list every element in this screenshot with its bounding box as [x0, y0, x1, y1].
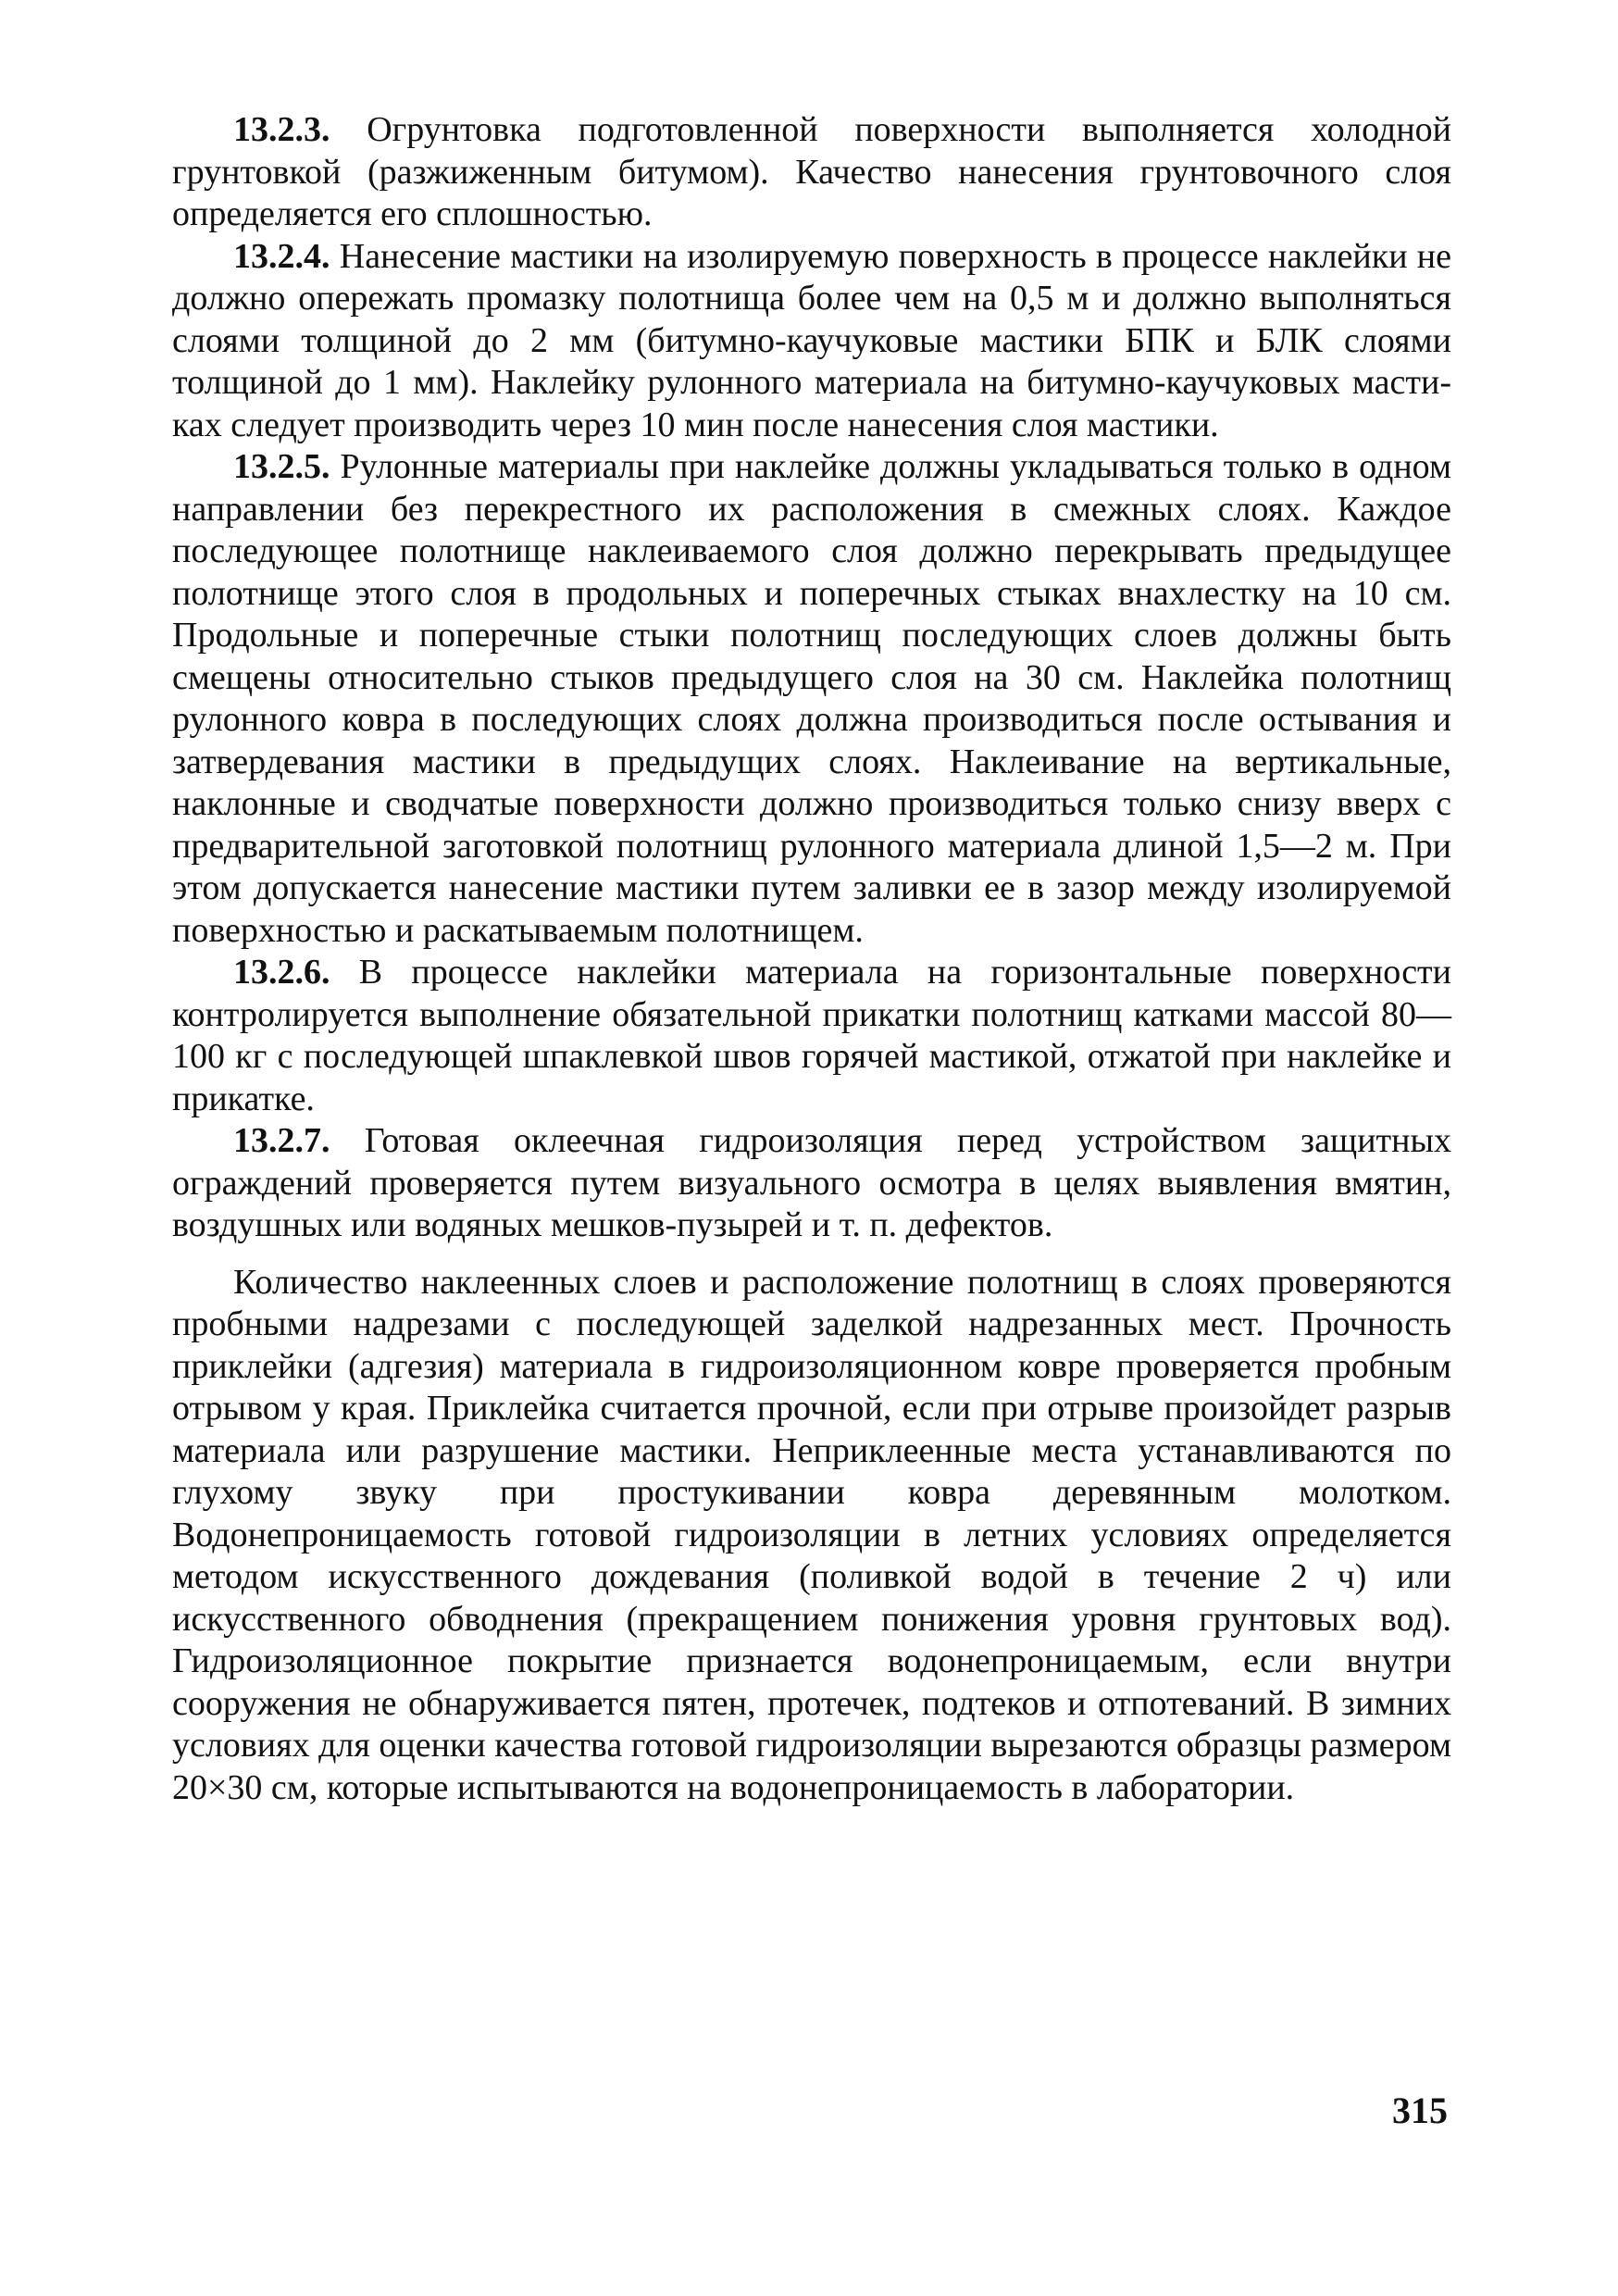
paragraph-number: 13.2.6.: [233, 953, 330, 992]
paragraph-quality-control: [172, 1262, 1451, 1810]
paragraph-13-2-5: [172, 446, 1451, 952]
paragraph-text: Нанесение мастики на изолируемую поверхность в процессе наклейки не должно опережать промазку полотнища более чем на 0,5 м и должно выполняться слоями толщиной до 2 мм (битумно-каучуковые мастики БПК и БЛК слоями толщиной до 1 мм). Наклейку рулонного материала на битумно-каучуковых мастиках следует производить через 10 мин после нанесения слоя мастики.: [172, 236, 1452, 444]
paragraph-text: В процессе наклейки материала на горизонтальные поверхности контролируется выполнение обязательной прикатки полотнищ катками массой 80—100 кг с последующей шпаклевкой швов горячей мастикой, отжатой при наклейке и прикатке.: [172, 953, 1451, 1118]
paragraph-13-2-4: [172, 236, 1451, 447]
paragraph-text: Рулонные материалы при наклейке должны укладываться только в одном направлении без перекрестного их расположения в смежных слоях. Каждое последующее полотнище наклеиваемого слоя должно перекрывать предыдущее полотнище этого слоя в продольных и поперечных стыках внахлестку на 10 см. Продольные и поперечные стыки полотнищ последующих слоев должны быть смещены относительно стыков предыдущего слоя на 30 см. Наклейка полотнищ рулонного ковра в последующих слоях должна производиться после остывания и затвердевания мастики в предыдущих слоях. Наклеивание на вертикальные, наклонные и сводчатые поверхности должно производиться только снизу вверх с предварительной заготовкой полотнищ рулонного материала длиной 1,5—2 м. При этом допускается нанесение мастики путем заливки ее в зазор между изолируемой поверхностью и раскатываемым полотнищем.: [172, 447, 1451, 950]
paragraph-text: Количество наклеенных слоев и расположение полотнищ в слоях проверяются пробными надрезами с последующей заделкой надрезанных мест. Прочность приклейки (адгезия) материала в гидроизоляционном ковре проверяется пробным отрывом у края. Приклейка считается прочной, если при отрыве произойдет разрыв материала или разрушение мастики. Неприклеенные места устанавливаются по глухому звуку при простукивании ковра деревянным молотком. Водонепроницаемость готовой гидроизоляции в летних условиях определяется методом искусственного дождевания (поливкой водой в течение 2 ч) или искусственного обводнения (прекращением понижения уровня грунтовых вод). Гидроизоляционное покрытие признается водонепроницаемым, если внутри сооружения не обнаруживается пятен, протечек, подтеков и отпотеваний. В зимних условиях для оценки качества готовой гидроизоляции вырезаются образцы размером 20×30 см, которые испытываются на водонепроницаемость в лаборатории.: [172, 1262, 1451, 1807]
paragraph-text: Огрунтовка подготовленной поверхности выполняется холодной грунтовкой (разжиженным битумом). Качество нанесения грунтовочного слоя определяется его сплошностью.: [172, 110, 1451, 233]
page-number: 315: [1392, 2090, 1448, 2131]
paragraph-number: 13.2.3.: [233, 110, 330, 149]
page-body: [172, 109, 1451, 1809]
paragraph-text: Готовая оклеечная гидроизоляция перед устройством защитных ограждений проверяется путем визуального осмотра в целях выявления вмятин, воздушных или водяных мешков-пузырей и т. п. дефектов.: [172, 1121, 1451, 1244]
paragraph-13-2-7: [172, 1120, 1451, 1247]
paragraph-13-2-3: [172, 109, 1451, 236]
paragraph-number: 13.2.7.: [233, 1121, 330, 1160]
paragraph-number: 13.2.5.: [233, 447, 330, 486]
paragraph-13-2-6: [172, 952, 1451, 1120]
paragraph-number: 13.2.4.: [233, 236, 330, 276]
